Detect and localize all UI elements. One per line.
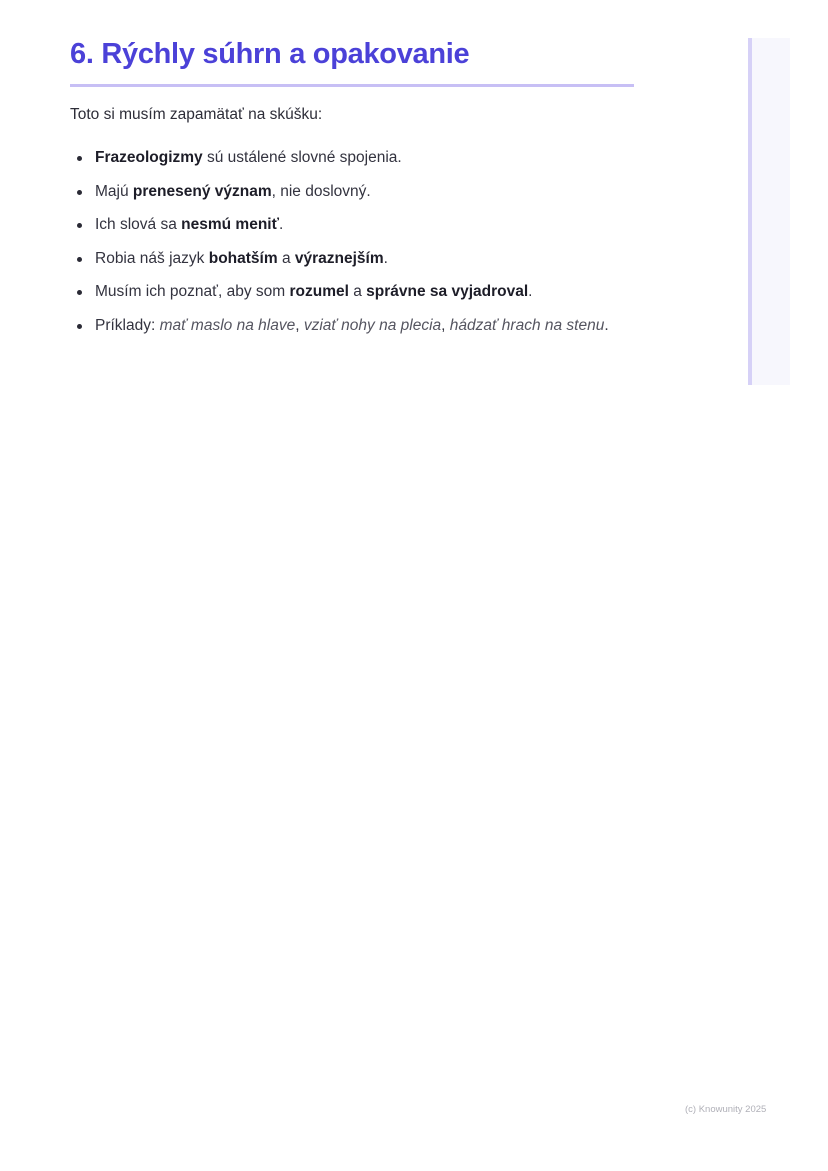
bold-text: výraznejším bbox=[294, 249, 384, 267]
bold-text: nesmú meniť bbox=[181, 216, 280, 233]
italic-text: hádzať hrach na stenu bbox=[449, 316, 605, 334]
text: , bbox=[295, 316, 304, 334]
text: Musím ich poznať, aby som bbox=[95, 283, 290, 300]
list-item bbox=[70, 249, 609, 283]
text: Majú bbox=[95, 182, 133, 200]
bullet-icon bbox=[77, 156, 82, 161]
page-title: 6. Rýchly súhrn a opakovanie bbox=[70, 38, 470, 70]
bold-text: správne sa vyjadroval bbox=[366, 283, 529, 300]
side-panel bbox=[748, 38, 790, 385]
bold-text: bohatším bbox=[208, 249, 278, 267]
list-item bbox=[70, 215, 609, 249]
text: . bbox=[528, 283, 533, 300]
bullet-icon bbox=[77, 324, 82, 329]
summary-list bbox=[70, 148, 609, 349]
bullet-icon bbox=[77, 290, 82, 295]
text: , bbox=[441, 316, 450, 334]
text: . bbox=[383, 249, 388, 267]
bullet-icon bbox=[77, 223, 82, 228]
list-item bbox=[70, 282, 609, 316]
text: Robia náš jazyk bbox=[95, 249, 209, 267]
intro-text: Toto si musím zapamätať na skúšku: bbox=[70, 106, 323, 123]
text: . bbox=[279, 216, 284, 233]
text: Ich slová sa bbox=[95, 216, 182, 233]
text: . bbox=[604, 316, 609, 334]
title-underline bbox=[70, 84, 634, 87]
text: Príklady: bbox=[95, 316, 160, 334]
text: , nie doslovný. bbox=[271, 182, 371, 200]
footer-copyright: (c) Knowunity 2025 bbox=[685, 1104, 767, 1115]
list-item bbox=[70, 182, 609, 216]
list-item bbox=[70, 148, 609, 182]
italic-text: mať maslo na hlave bbox=[159, 316, 296, 334]
list-item bbox=[70, 316, 609, 350]
text: a bbox=[277, 249, 295, 267]
bold-text: rozumel bbox=[289, 283, 349, 300]
bold-text: prenesený význam bbox=[132, 182, 272, 200]
text: a bbox=[348, 283, 367, 300]
text: sú ustálené slovné spojenia. bbox=[202, 149, 402, 166]
italic-text: vziať nohy na plecia bbox=[303, 316, 442, 334]
bold-text: Frazeologizmy bbox=[95, 149, 203, 166]
bullet-icon bbox=[77, 190, 82, 195]
bullet-icon bbox=[77, 257, 82, 262]
